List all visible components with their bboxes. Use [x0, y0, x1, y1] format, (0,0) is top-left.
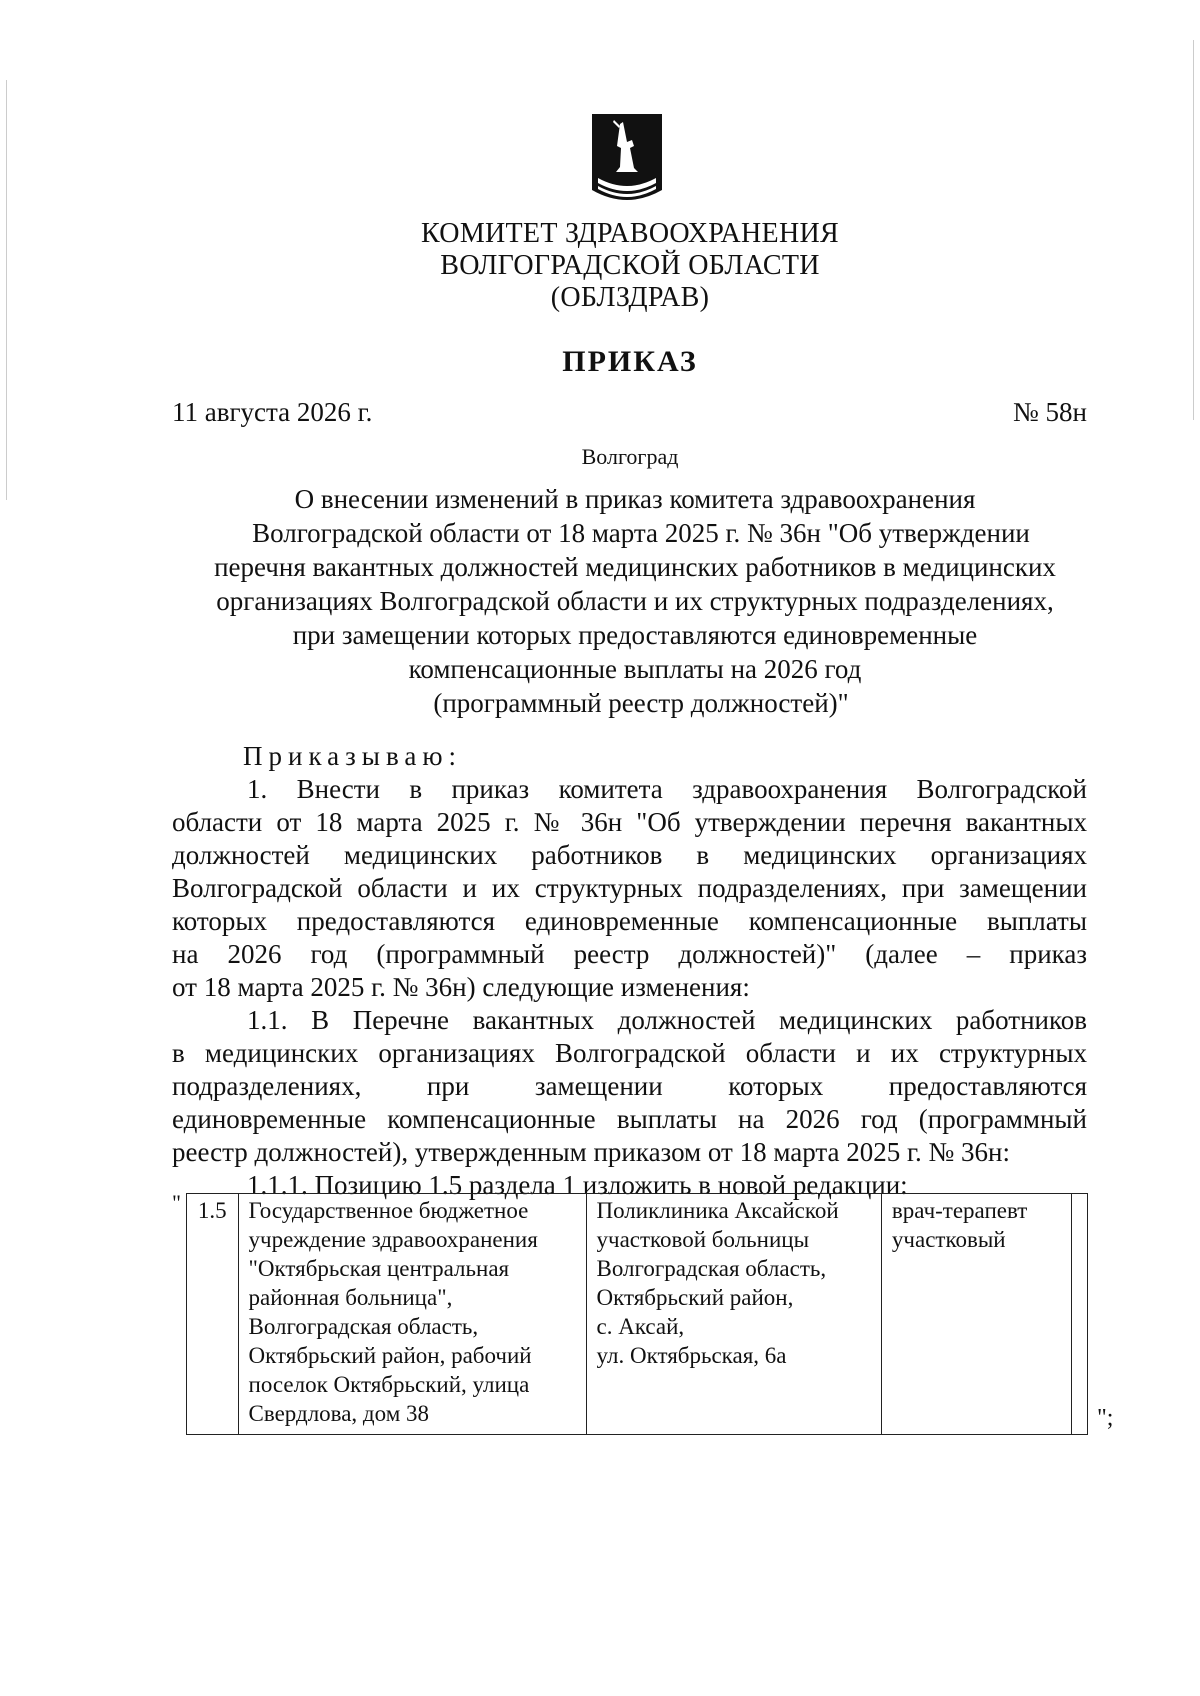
order-body	[172, 740, 1087, 1202]
cell-line: Поликлиника Аксайской	[596, 1198, 839, 1223]
paragraph-line: в медицинских организациях Волгоградской области и их структурных	[172, 1038, 1087, 1068]
position-number-cell: 1.5	[187, 1194, 239, 1435]
cell-line: Свердлова, дом 38	[248, 1401, 430, 1426]
subdivision-cell	[586, 1194, 881, 1435]
extra-cell	[1072, 1194, 1088, 1435]
scan-margin-mark	[6, 80, 7, 500]
job-position-cell	[881, 1194, 1071, 1435]
subject-line: при замещении которых предоставляются единовременные	[292, 620, 978, 650]
subject-line: компенсационные выплаты на 2026 год	[408, 654, 862, 684]
cell-line: районная больница",	[248, 1285, 453, 1310]
paragraph-line: от 18 марта 2025 г. № 36н) следующие изменения:	[172, 972, 750, 1002]
order-subject	[175, 482, 1095, 720]
paragraph-line: 1. Внести в приказ комитета здравоохранения Волгоградской	[247, 774, 1087, 804]
paragraph-line: должностей медицинских работников в медицинских организациях	[172, 840, 1087, 870]
cell-line: с. Аксай,	[596, 1314, 685, 1339]
order-directive: Приказываю:	[243, 741, 462, 771]
committee-line: (ОБЛЗДРАВ)	[550, 282, 710, 313]
position-table	[186, 1193, 1088, 1435]
cell-line: Октябрьский район, рабочий	[248, 1343, 532, 1368]
subject-line: организациях Волгоградской области и их структурных подразделениях,	[216, 586, 1054, 616]
paragraph-line: 1.1. В Перечне вакантных должностей медицинских работников	[247, 1005, 1087, 1035]
cell-line: ул. Октябрьская, 6а	[596, 1343, 787, 1368]
cell-line: участковый	[891, 1227, 1006, 1252]
subject-line: О внесении изменений в приказ комитета здравоохранения	[294, 484, 976, 514]
paragraph-line: области от 18 марта 2025 г. № 36н "Об утверждении перечня вакантных	[172, 807, 1087, 837]
cell-line: Волгоградская область,	[596, 1256, 827, 1281]
order-city: Волгоград	[581, 444, 679, 469]
paragraph-line: Волгоградской области и их структурных подразделениях, при замещении	[172, 873, 1087, 903]
order-number: № 58н	[1013, 397, 1087, 427]
paragraph-line: реестр должностей), утвержденным приказом от 18 марта 2025 г. № 36н:	[172, 1137, 1010, 1167]
committee-name	[300, 218, 960, 314]
organization-cell	[238, 1194, 586, 1435]
cell-line: учреждение здравоохранения	[248, 1227, 538, 1252]
committee-line: ВОЛГОГРАДСКОЙ ОБЛАСТИ	[440, 250, 820, 281]
subject-line: Волгоградской области от 18 марта 2025 г. № 36н "Об утверждении	[252, 518, 1030, 548]
cell-line: "Октябрьская центральная	[248, 1256, 510, 1281]
table-row	[187, 1194, 1088, 1435]
scan-margin-mark	[1193, 40, 1194, 420]
paragraph-line: которых предоставляются единовременные компенсационные выплаты	[172, 906, 1087, 936]
subject-line: (программный реестр должностей)"	[433, 688, 849, 718]
paragraph-line: подразделениях, при замещении которых предоставляются	[172, 1071, 1087, 1101]
cell-line: Октябрьский район,	[596, 1285, 794, 1310]
volgograd-coat-of-arms-icon	[590, 112, 664, 210]
cell-line: Государственное бюджетное	[248, 1198, 529, 1223]
table-close-quote: ";	[1097, 1405, 1114, 1431]
table-open-quote: "	[172, 1190, 181, 1215]
cell-line: врач-терапевт	[891, 1198, 1028, 1223]
order-date: 11 августа 2026 г.	[172, 397, 373, 427]
cell-line: поселок Октябрьский, улица	[248, 1372, 530, 1397]
committee-line: КОМИТЕТ ЗДРАВООХРАНЕНИЯ	[421, 218, 839, 249]
cell-line: Волгоградская область,	[248, 1314, 479, 1339]
paragraph-line: единовременные компенсационные выплаты на 2026 год (программный	[172, 1104, 1087, 1134]
cell-line: участковой больницы	[596, 1227, 810, 1252]
paragraph-line: на 2026 год (программный реестр должностей)" (далее – приказ	[172, 939, 1087, 969]
order-title: ПРИКАЗ	[562, 345, 698, 378]
subject-line: перечня вакантных должностей медицинских работников в медицинских	[214, 552, 1056, 582]
paragraph-line: 1.1.1. Позицию 1.5 раздела 1 изложить в новой редакции:	[247, 1170, 908, 1200]
